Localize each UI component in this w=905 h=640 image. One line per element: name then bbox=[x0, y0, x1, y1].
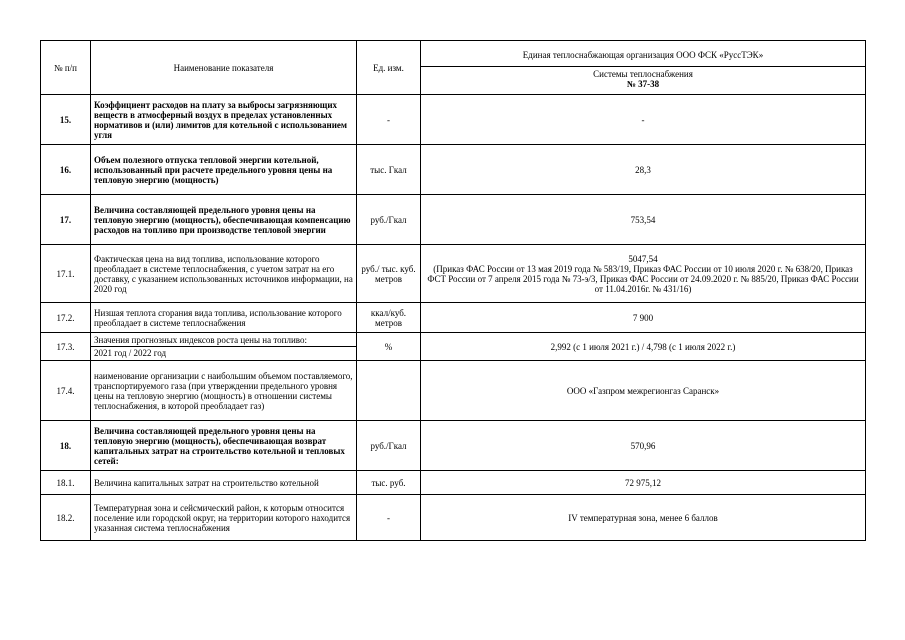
row-name: наименование организации с наибольшим объемом поставляемого, транспортируемого газа (при утверждении предельного уровня цены на тепловую энергию (мощность) в отношении системы теплоснабжения, в которой преобладает газ) bbox=[91, 361, 357, 421]
table-row bbox=[41, 95, 866, 145]
row-name-sub: 2021 год / 2022 год bbox=[94, 348, 167, 358]
row-value-cell bbox=[421, 245, 866, 303]
row-unit: тыс. Гкал bbox=[357, 145, 421, 195]
table-row bbox=[41, 195, 866, 245]
row-value: 570,96 bbox=[421, 421, 866, 471]
row-num: 17.1. bbox=[41, 245, 91, 303]
row-name: Величина составляющей предельного уровня цены на тепловую энергию (мощность), обеспечивающая возврат капитальных затрат на строительство котельной и тепловых сетей: bbox=[91, 421, 357, 471]
row-value: IV температурная зона, менее 6 баллов bbox=[421, 495, 866, 541]
row-value: ООО «Газпром межрегионгаз Саранск» bbox=[421, 361, 866, 421]
header-num: № п/п bbox=[41, 41, 91, 95]
row-value: 7 900 bbox=[421, 303, 866, 333]
row-value: 5047,54 bbox=[628, 253, 658, 264]
row-name: Фактическая цена на вид топлива, использование которого преобладает в системе теплоснабжения, с учетом затрат на его доставку, с указанием использованных источников информации, на 2020 год bbox=[91, 245, 357, 303]
table-row bbox=[41, 471, 866, 495]
table-header-row bbox=[41, 41, 866, 95]
row-unit: ккал/куб. метров bbox=[357, 303, 421, 333]
row-unit: руб./Гкал bbox=[357, 421, 421, 471]
row-unit: руб./Гкал bbox=[357, 195, 421, 245]
row-value: - bbox=[421, 95, 866, 145]
row-value: 2,992 (с 1 июля 2021 г.) / 4,798 (с 1 июля 2022 г.) bbox=[421, 333, 866, 361]
header-unit: Ед. изм. bbox=[357, 41, 421, 95]
row-name: Температурная зона и сейсмический район, к которым относится поселение или городской округ, на территории которого находится указанная система теплоснабжения bbox=[91, 495, 357, 541]
row-name: Коэффициент расходов на плату за выбросы загрязняющих веществ в атмосферный воздух в пределах установленных нормативов и (или) лимитов для котельной с использованием угля bbox=[91, 95, 357, 145]
row-unit: руб./ тыс. куб. метров bbox=[357, 245, 421, 303]
indicators-table bbox=[40, 40, 866, 541]
row-value-note: (Приказ ФАС России от 13 мая 2019 года № 583/19, Приказ ФАС России от 10 июля 2020 г. № 638/20, Приказ ФСТ России от 7 апреля 2015 года № 73-э/3, Приказ ФАС России от 24.09.2020 г. № 885/20, Приказ ФАС России от 11.04.2016г. № 431/16) bbox=[427, 263, 859, 294]
table-row bbox=[41, 495, 866, 541]
row-num: 18.2. bbox=[41, 495, 91, 541]
row-name: Величина капитальных затрат на строительство котельной bbox=[91, 471, 357, 495]
table-row bbox=[41, 361, 866, 421]
row-unit bbox=[357, 361, 421, 421]
row-num: 17.2. bbox=[41, 303, 91, 333]
header-org: Единая теплоснабжающая организация ООО ФСК «РусcТЭК» bbox=[421, 45, 865, 67]
row-value: 28,3 bbox=[421, 145, 866, 195]
row-name: Низшая теплота сгорания вида топлива, использование которого преобладает в системе теплоснабжения bbox=[91, 303, 357, 333]
row-num: 15. bbox=[41, 95, 91, 145]
row-num: 17. bbox=[41, 195, 91, 245]
header-name: Наименование показателя bbox=[91, 41, 357, 95]
row-unit: - bbox=[357, 495, 421, 541]
table-row bbox=[41, 333, 866, 361]
row-name: Значения прогнозных индексов роста цены на топливо: bbox=[91, 334, 356, 347]
row-name: Величина составляющей предельного уровня цены на тепловую энергию (мощность), обеспечивающая компенсацию расходов на топливо при производстве тепловой энергии bbox=[91, 195, 357, 245]
row-num: 18. bbox=[41, 421, 91, 471]
header-org-cell bbox=[421, 41, 866, 95]
header-systems-label: Системы теплоснабжения bbox=[593, 68, 693, 79]
row-num: 18.1. bbox=[41, 471, 91, 495]
header-systems bbox=[421, 67, 865, 91]
header-systems-numbers: № 37-38 bbox=[626, 78, 660, 89]
row-unit: тыс. руб. bbox=[357, 471, 421, 495]
row-name-cell bbox=[91, 333, 357, 361]
table-row bbox=[41, 421, 866, 471]
row-value: 72 975,12 bbox=[421, 471, 866, 495]
row-name: Объем полезного отпуска тепловой энергии котельной, использованный при расчете предельного уровня цены на тепловую энергию (мощность) bbox=[91, 145, 357, 195]
row-num: 17.4. bbox=[41, 361, 91, 421]
table-row bbox=[41, 145, 866, 195]
row-unit: - bbox=[357, 95, 421, 145]
row-num: 17.3. bbox=[41, 333, 91, 361]
row-value: 753,54 bbox=[421, 195, 866, 245]
row-unit: % bbox=[357, 333, 421, 361]
row-num: 16. bbox=[41, 145, 91, 195]
table-row bbox=[41, 245, 866, 303]
table-row bbox=[41, 303, 866, 333]
